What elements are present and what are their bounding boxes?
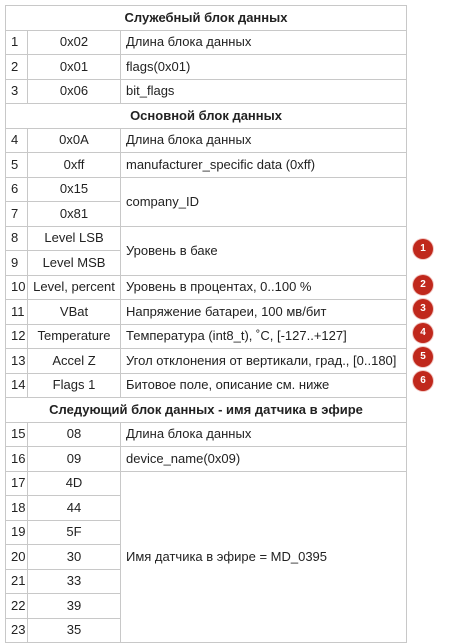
- row-value: 0x02: [28, 30, 121, 55]
- row-value: 44: [28, 496, 121, 521]
- table-row: [6, 422, 407, 447]
- row-number: 14: [6, 373, 28, 398]
- row-number: 3: [6, 79, 28, 104]
- row-description: device_name(0x09): [121, 447, 407, 472]
- row-value: 33: [28, 569, 121, 594]
- row-value: 0x0A: [28, 128, 121, 153]
- callout-badge-2: 2: [413, 275, 433, 295]
- section-row: [6, 6, 407, 31]
- row-number: 19: [6, 520, 28, 545]
- row-description: Уровень в процентах, 0..100 %: [121, 275, 407, 300]
- row-value: 09: [28, 447, 121, 472]
- row-value: 5F: [28, 520, 121, 545]
- table-row: [6, 471, 407, 496]
- row-number: 20: [6, 545, 28, 570]
- row-number: 17: [6, 471, 28, 496]
- callout-badge-6: 6: [413, 371, 433, 391]
- row-number: 18: [6, 496, 28, 521]
- row-number: 2: [6, 55, 28, 80]
- table-row: [6, 324, 407, 349]
- row-number: 21: [6, 569, 28, 594]
- section-title-service: Служебный блок данных: [6, 6, 407, 31]
- row-value: Accel Z: [28, 349, 121, 374]
- row-description: Имя датчика в эфире = MD_0395: [121, 471, 407, 643]
- row-number: 13: [6, 349, 28, 374]
- row-number: 23: [6, 618, 28, 643]
- section-row: [6, 398, 407, 423]
- row-number: 11: [6, 300, 28, 325]
- callout-badge-4: 4: [413, 323, 433, 343]
- table-row: [6, 79, 407, 104]
- row-description: Битовое поле, описание см. ниже: [121, 373, 407, 398]
- row-number: 5: [6, 153, 28, 178]
- row-description: company_ID: [121, 177, 407, 226]
- row-number: 16: [6, 447, 28, 472]
- section-title-next: Следующий блок данных - имя датчика в эфире: [6, 398, 407, 423]
- row-value: 0x15: [28, 177, 121, 202]
- row-value: 35: [28, 618, 121, 643]
- table-row: [6, 128, 407, 153]
- row-value: 0x81: [28, 202, 121, 227]
- row-description: Длина блока данных: [121, 422, 407, 447]
- section-title-main: Основной блок данных: [6, 104, 407, 129]
- table-row: [6, 30, 407, 55]
- section-row: [6, 104, 407, 129]
- row-number: 10: [6, 275, 28, 300]
- table-row: [6, 447, 407, 472]
- row-value: Level, percent: [28, 275, 121, 300]
- row-value: VBat: [28, 300, 121, 325]
- row-value: 0x01: [28, 55, 121, 80]
- row-description: Температура (int8_t), ˚C, [-127..+127]: [121, 324, 407, 349]
- table-row: [6, 373, 407, 398]
- row-description: bit_flags: [121, 79, 407, 104]
- callout-badge-3: 3: [413, 299, 433, 319]
- row-value: 39: [28, 594, 121, 619]
- row-description: Длина блока данных: [121, 128, 407, 153]
- row-number: 4: [6, 128, 28, 153]
- row-value: 30: [28, 545, 121, 570]
- row-number: 22: [6, 594, 28, 619]
- callout-badge-1: 1: [413, 239, 433, 259]
- row-value: 08: [28, 422, 121, 447]
- row-description: Длина блока данных: [121, 30, 407, 55]
- row-description: Угол отклонения от вертикали, град., [0..180]: [121, 349, 407, 374]
- row-description: Напряжение батареи, 100 мв/бит: [121, 300, 407, 325]
- row-number: 8: [6, 226, 28, 251]
- row-description: Уровень в баке: [121, 226, 407, 275]
- row-description: flags(0x01): [121, 55, 407, 80]
- table-row: [6, 55, 407, 80]
- row-value: Level LSB: [28, 226, 121, 251]
- table-row: [6, 300, 407, 325]
- table-row: [6, 349, 407, 374]
- row-number: 7: [6, 202, 28, 227]
- row-value: Temperature: [28, 324, 121, 349]
- table-row: [6, 177, 407, 202]
- row-number: 6: [6, 177, 28, 202]
- table-row: [6, 275, 407, 300]
- callout-badge-5: 5: [413, 347, 433, 367]
- row-value: Flags 1: [28, 373, 121, 398]
- row-number: 12: [6, 324, 28, 349]
- table-row: [6, 226, 407, 251]
- row-number: 1: [6, 30, 28, 55]
- row-value: 0x06: [28, 79, 121, 104]
- data-packet-table: [5, 5, 407, 643]
- row-number: 15: [6, 422, 28, 447]
- table-row: [6, 153, 407, 178]
- row-number: 9: [6, 251, 28, 276]
- row-description: manufacturer_specific data (0xff): [121, 153, 407, 178]
- spec-table-container: [5, 5, 406, 643]
- row-value: Level MSB: [28, 251, 121, 276]
- row-value: 4D: [28, 471, 121, 496]
- row-value: 0xff: [28, 153, 121, 178]
